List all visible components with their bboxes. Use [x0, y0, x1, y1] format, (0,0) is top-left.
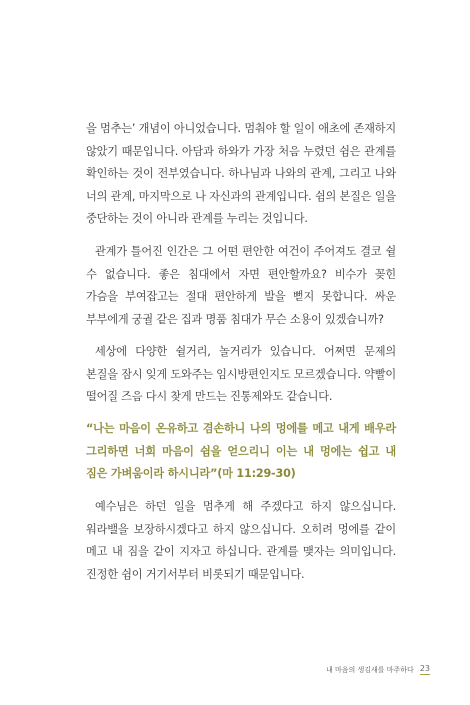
paragraph-3: 세상에 다양한 쉴거리, 놀거리가 있습니다. 어쩌면 문제의 본질을 잠시 잊게 도와주는 임시방편인지도 모르겠습니다. 약빨이 떨어질 즈음 다시 찾게 만드는 진통제와도 같습니다.: [86, 345, 396, 403]
paragraph-2: 관계가 틀어진 인간은 그 어떤 편안한 여건이 주어져도 결코 쉴 수 없습니다. 좋은 침대에서 자면 편안할까요? 비수가 꽂힌 가슴을 부여잡고는 절대 편안하게 발을 뻗지 못합니다. 싸운 부부에게 궁궐 같은 집과 명품 침대가 무슨 소용이 있겠습니까?: [86, 245, 396, 326]
scripture-quote: “나는 마음이 온유하고 겸손하니 나의 멍에를 메고 내게 배우라 그리하면 너희 마음이 쉼을 얻으리니 이는 내 멍에는 쉽고 내 짐은 가벼움이라 하시니라”(마 11:29-30): [86, 422, 396, 480]
page-footer: [326, 664, 430, 675]
running-title: 내 마음의 생김새를 마주하다: [325, 665, 414, 674]
paragraph-4: 예수님은 하던 일을 멈추게 해 주겠다고 하지 않으십니다. 워라밸을 보장하시겠다고 하지 않으십니다. 오히려 멍에를 같이 메고 내 짐을 같이 지자고 하십니다. 관계를 맺자는 의미입니다. 진정한 쉼이 거기서부터 비롯되기 때문입니다.: [86, 500, 396, 581]
paragraph-1: 을 멈추는’ 개념이 아니었습니다. 멈춰야 할 일이 애초에 존재하지 않았기 때문입니다. 아담과 하와가 가장 처음 누렸던 쉼은 관계를 확인하는 것이 전부였습니다. 하나님과 나와의 관계, 그리고 나와 너의 관계, 마지막으로 나 자신과의 관계입니다. 쉼의 본질은 일을 중단하는 것이 아니라 관계를 누리는 것입니다.: [86, 122, 396, 225]
page-number: 23: [419, 664, 430, 673]
